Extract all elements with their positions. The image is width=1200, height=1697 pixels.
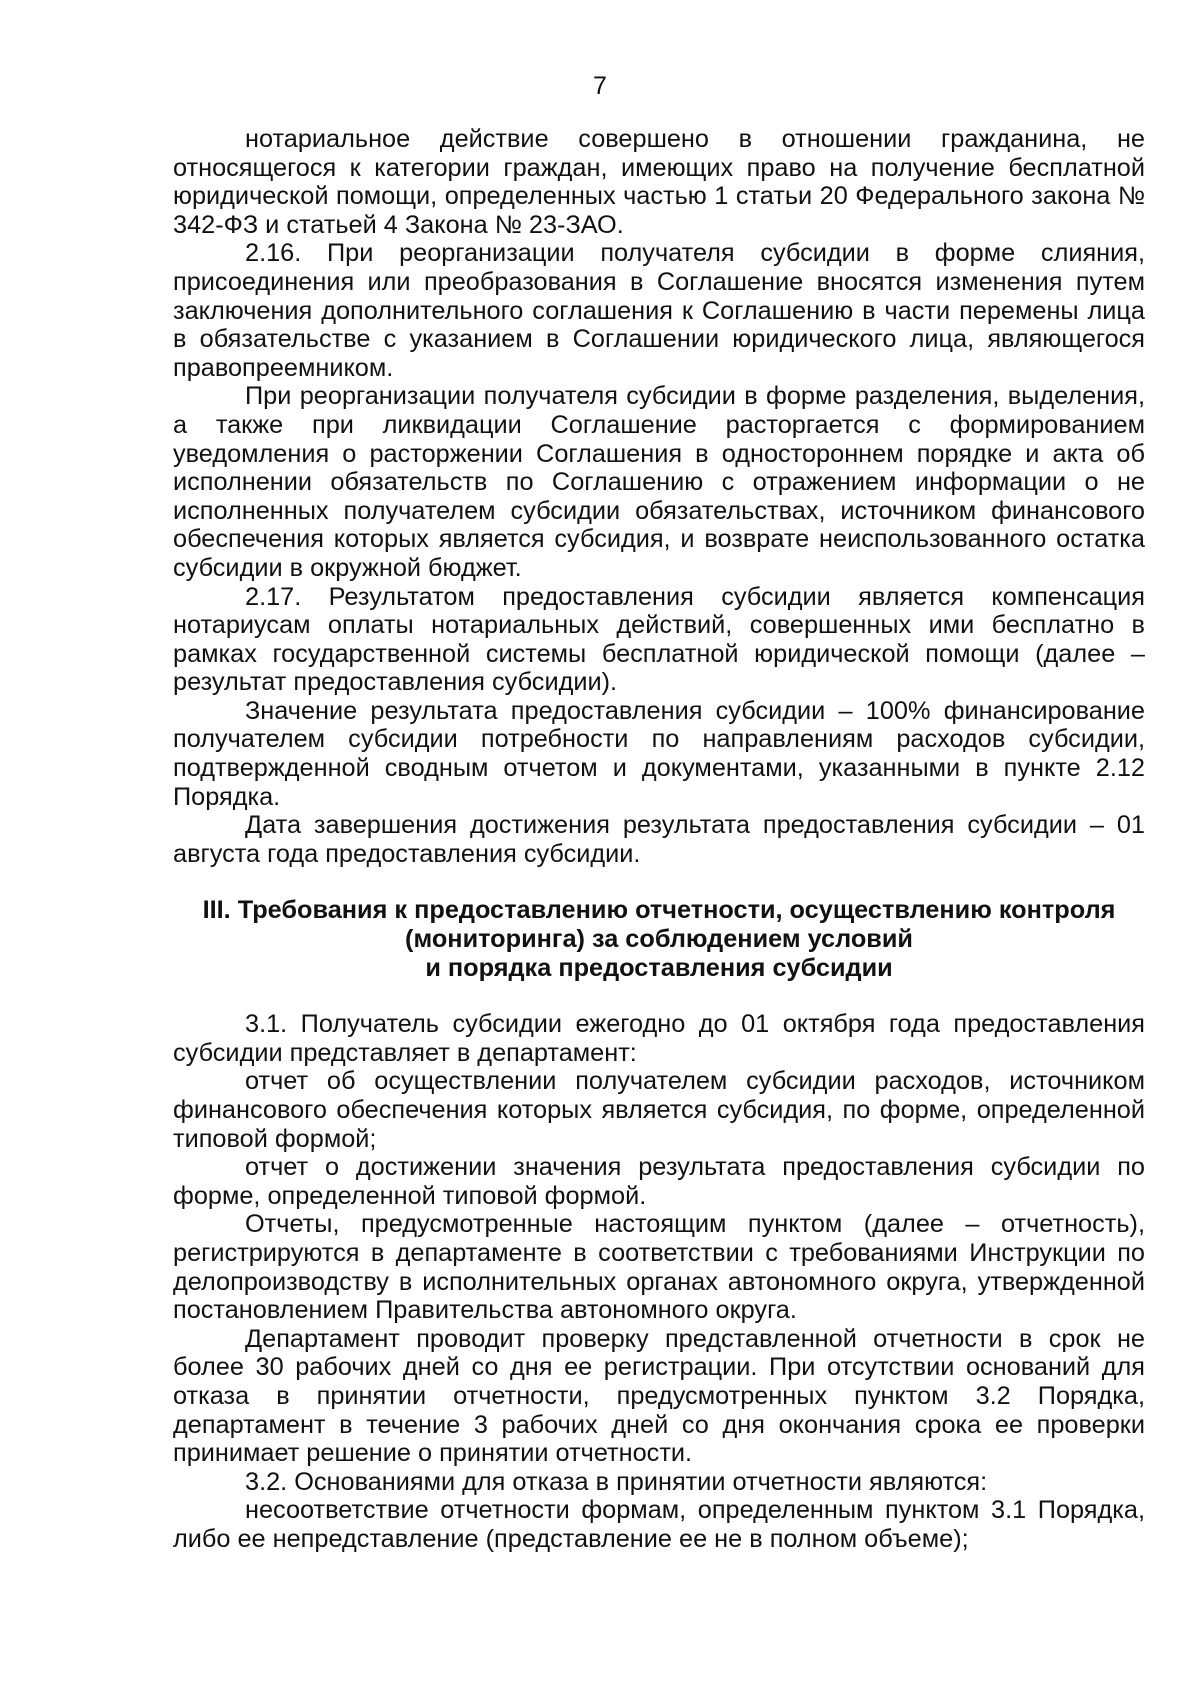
paragraphs-before bbox=[173, 125, 1145, 868]
paragraph-3-2: 3.2. Основаниями для отказа в принятии отчетности являются: bbox=[245, 1467, 988, 1496]
paragraph: Отчеты, предусмотренные настоящим пунктом (далее – отчетность), регистрируются в департаменте в соответствии с требованиями Инструкции по делопроизводству в исполнительных органах автономного округа, утвержденной постановлением Правительства автономного округа. bbox=[173, 1210, 1145, 1325]
paragraph: Значение результата предоставления субсидии – 100% финансирование получателем субсидии потребности по направлениям расходов субсидии, подтвержденной сводным отчетом и документами, указанными в пункте 2.12 Порядка. bbox=[173, 696, 1145, 811]
paragraph: отчет об осуществлении получателем субсидии расходов, источником финансового обеспечения которых является субсидия, по форме, определенной типовой формой; bbox=[173, 1067, 1145, 1153]
section-heading-line: (мониторинга) за соблюдением условий bbox=[405, 925, 913, 954]
section-heading-line: III. Требования к предоставлению отчетности, осуществлению контроля bbox=[202, 896, 1116, 925]
page-number: 7 bbox=[593, 72, 607, 100]
paragraphs-after bbox=[173, 1010, 1145, 1553]
paragraph: При реорганизации получателя субсидии в форме разделения, выделения, а также при ликвидации Соглашение расторгается с формированием уведомления о расторжении Соглашения в одностороннем порядке и акта об исполнении обязательств по Соглашению с отражением информации о не исполненных получателем субсидии обязательствах, источником финансового обеспечения которых является субсидия, и возврате неиспользованного остатка субсидии в окружной бюджет. bbox=[173, 382, 1145, 582]
paragraph: Департамент проводит проверку представленной отчетности в срок не более 30 рабочих дней со дня ее регистрации. При отсутствии оснований для отказа в принятии отчетности, предусмотренных пунктом 3.2 Порядка, департамент в течение 3 рабочих дней со дня окончания срока ее проверки принимает решение о принятии отчетности. bbox=[173, 1324, 1145, 1468]
section-heading-line: и порядка предоставления субсидии bbox=[425, 953, 893, 982]
paragraph-2-16: 2.16. При реорганизации получателя субсидии в форме слияния, присоединения или преобразования в Соглашение вносятся изменения путем заключения дополнительного соглашения к Соглашению в части перемены лица в обязательстве с указанием в Соглашении юридического лица, являющегося правопреемником. bbox=[173, 239, 1145, 382]
paragraph: Дата завершения достижения результата предоставления субсидии – 01 августа года предоставления субсидии. bbox=[173, 811, 1145, 868]
section-heading bbox=[173, 896, 1145, 982]
document-body bbox=[173, 125, 1145, 1554]
paragraph-3-1: 3.1. Получатель субсидии ежегодно до 01 октября года предоставления субсидии представляет в департамент: bbox=[173, 1010, 1145, 1067]
paragraph: несоответствие отчетности формам, определенным пунктом 3.1 Порядка, либо ее непредставление (представление ее не в полном объеме); bbox=[173, 1496, 1145, 1553]
paragraph: отчет о достижении значения результата предоставления субсидии по форме, определенной типовой формой. bbox=[173, 1153, 1145, 1210]
paragraph: нотариальное действие совершено в отношении гражданина, не относящегося к категории граждан, имеющих право на получение бесплатной юридической помощи, определенных частью 1 статьи 20 Федерального закона № 342-ФЗ и статьей 4 Закона № 23-ЗАО. bbox=[173, 125, 1145, 239]
paragraph-2-17: 2.17. Результатом предоставления субсидии является компенсация нотариусам оплаты нотариальных действий, совершенных ими бесплатно в рамках государственной системы бесплатной юридической помощи (далее – результат предоставления субсидии). bbox=[173, 582, 1145, 697]
